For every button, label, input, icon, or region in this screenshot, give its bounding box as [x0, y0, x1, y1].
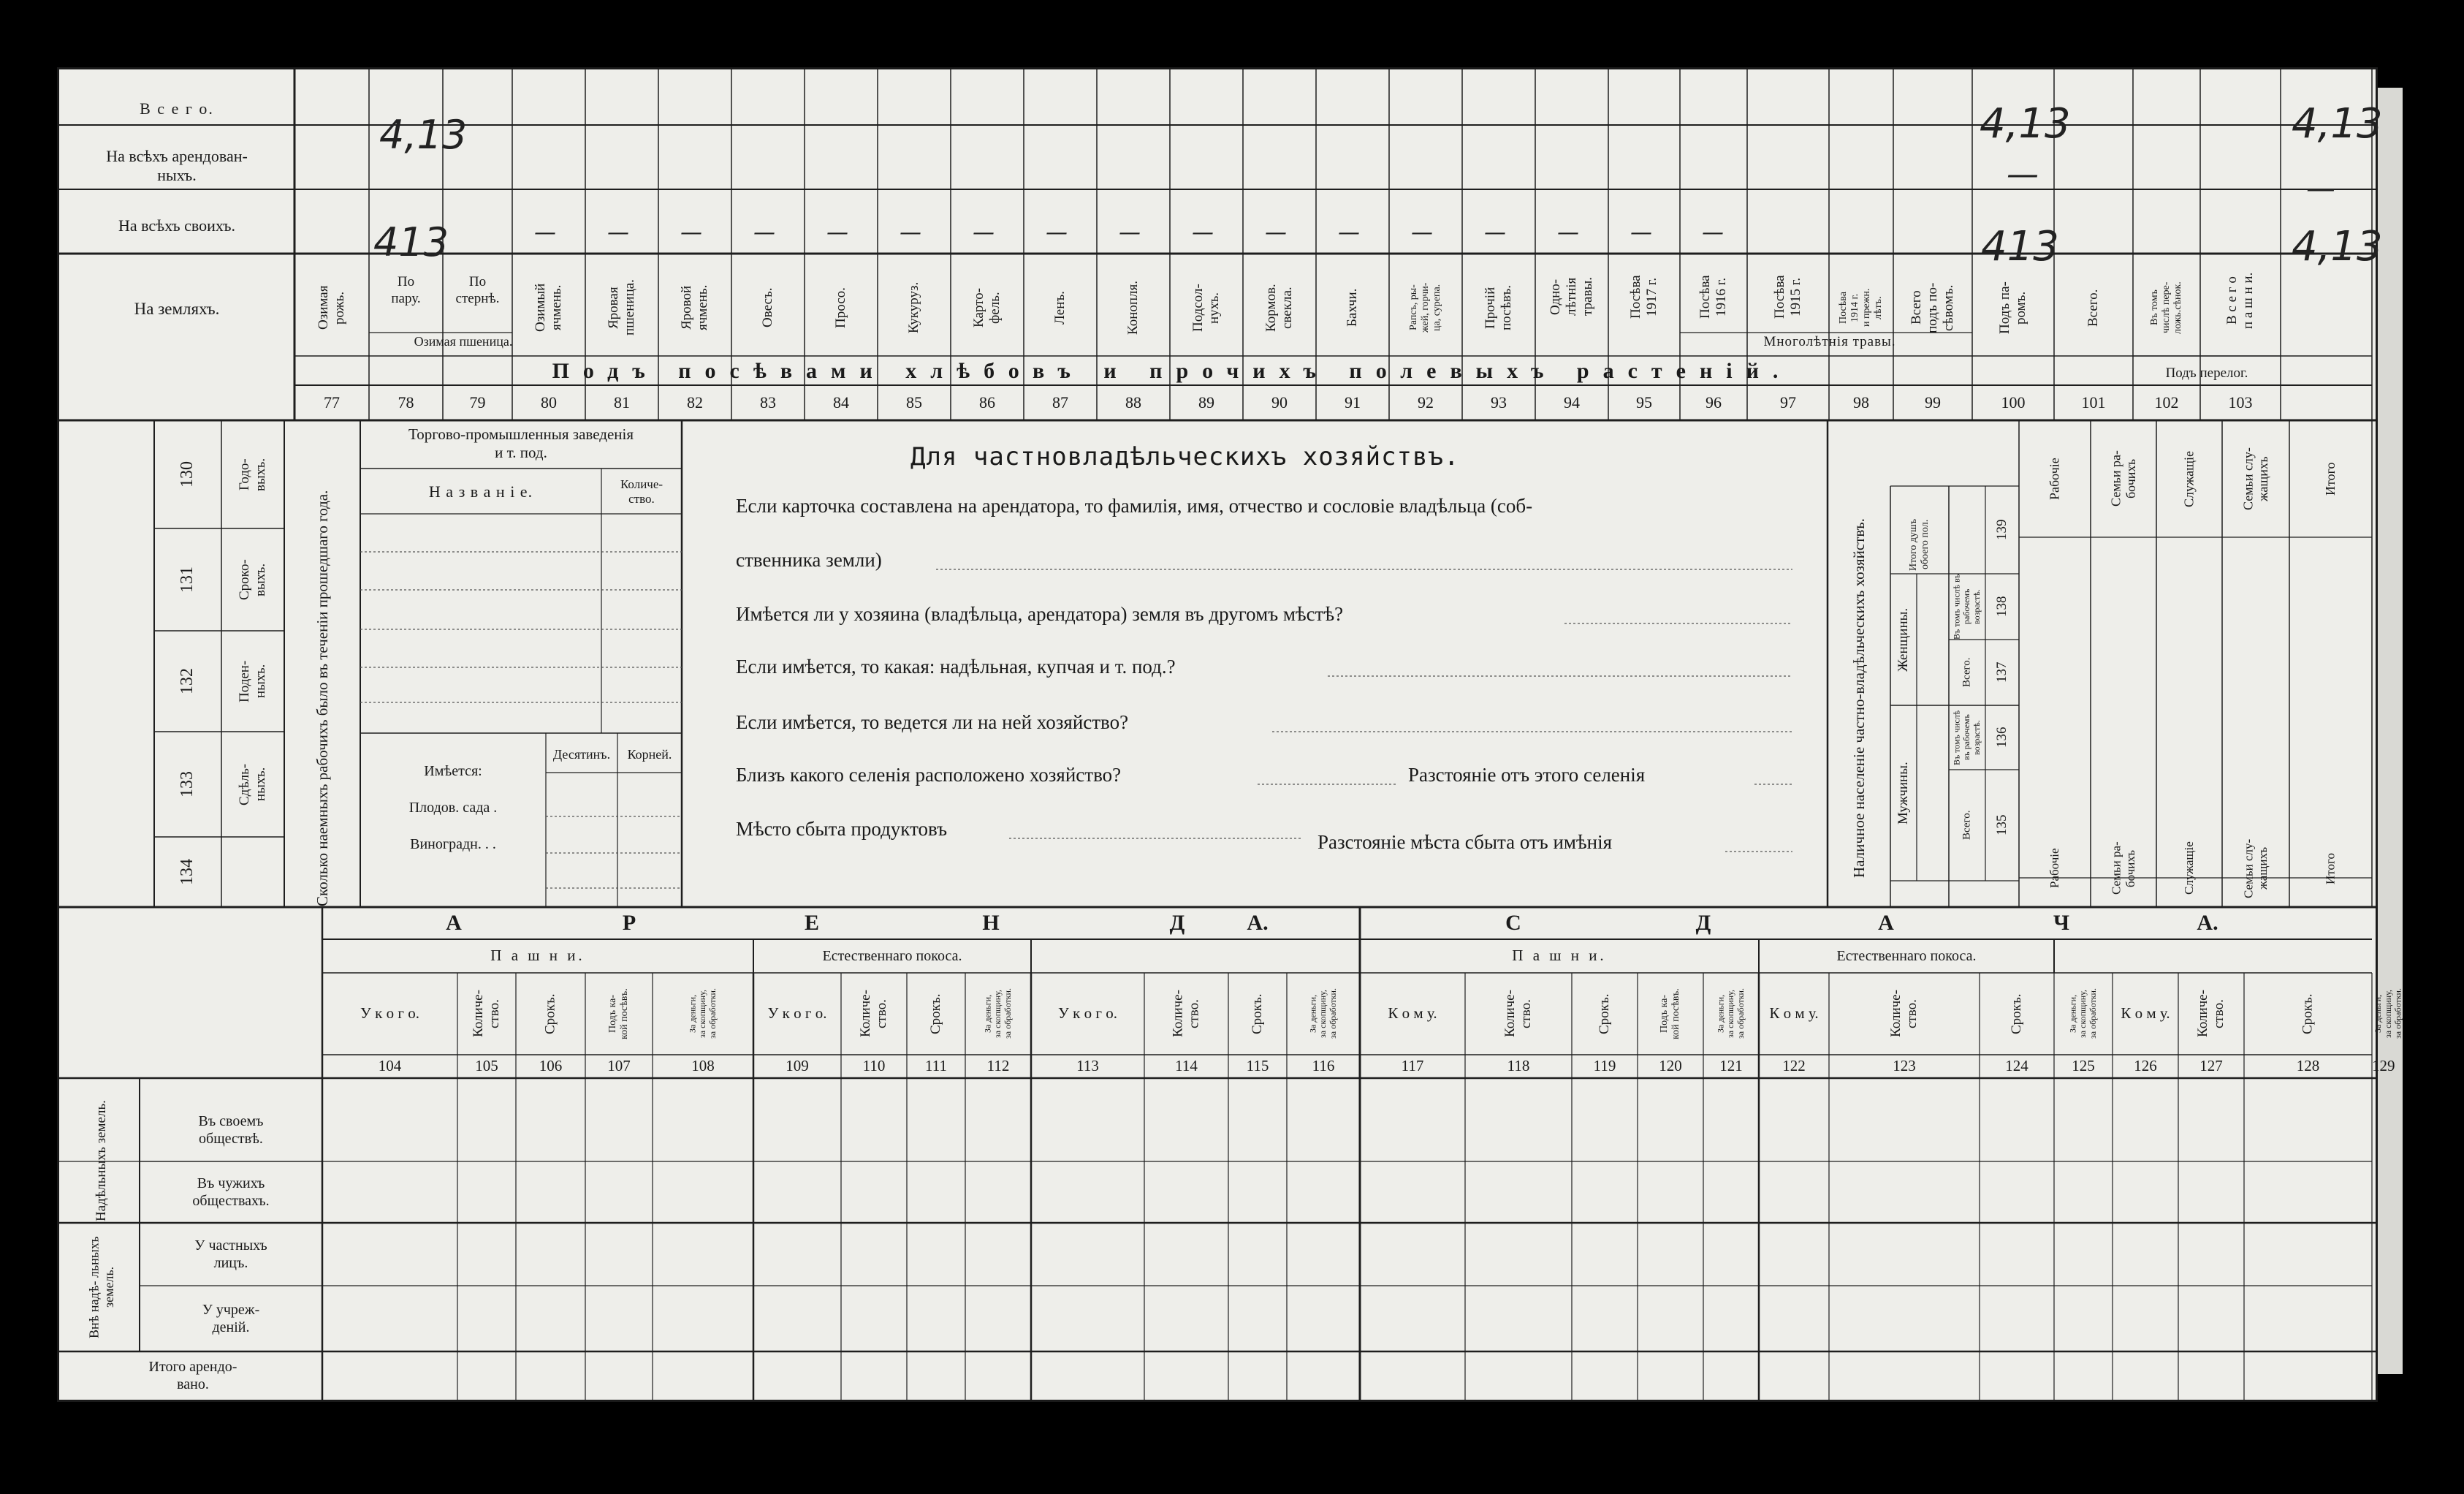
lease-num-124: 124: [2005, 1057, 2028, 1075]
crop-label-80: Озимый ячмень.: [533, 283, 564, 333]
crop-number-91: 91: [1345, 393, 1361, 412]
pop-sub-0: Всего.: [1961, 810, 1973, 841]
lease-head-122: К о м у.: [1769, 1004, 1819, 1023]
hw-dash: —: [1630, 220, 1652, 246]
hw-dash: —: [1119, 220, 1141, 246]
lease-num-122: 122: [1782, 1057, 1806, 1075]
pop-col-bottom-label-0: Рабочіе: [2047, 848, 2062, 889]
crop-number-99: 99: [1925, 393, 1941, 412]
lease-head-126: К о м у.: [2121, 1004, 2170, 1023]
hired-workers-label: Сколько наемныхъ рабочихъ было въ теченіи прошедшаго года.: [313, 490, 331, 906]
pop-num-136: 136: [1994, 727, 2010, 748]
private-title: Для частновладѣльческихъ хозяйствъ.: [910, 442, 1460, 471]
lease-num-111: 111: [925, 1057, 947, 1075]
arenda-letter-3: Н: [982, 911, 1000, 935]
crop-label-93: Прочій посѣвъ.: [1483, 285, 1514, 330]
population-title: Наличное населеніе частно-владѣльческихъ хозяйствъ.: [1849, 518, 1868, 878]
pop-sub-3: Въ томъ числѣ въ рабочемъ возрастѣ.: [1951, 574, 1982, 640]
lease-num-108: 108: [691, 1057, 715, 1075]
lease-head-118: Количе- ство.: [1502, 990, 1534, 1038]
hired-num-134: 134: [178, 859, 197, 885]
crop-label-77: Озимая рожь.: [316, 285, 347, 330]
crop-number-100: 100: [2001, 393, 2026, 412]
hw-dash: —: [973, 220, 995, 246]
lease-num-116: 116: [1312, 1057, 1335, 1075]
hired-num-133: 133: [178, 771, 197, 797]
hw-dash-leased-2: —: [2306, 172, 2335, 205]
lease-num-125: 125: [2072, 1057, 2095, 1075]
row-private-persons: У частныхъ лицъ.: [194, 1237, 267, 1271]
pop-sub-1: Въ томъ числѣ въ рабочемъ возрастѣ.: [1951, 710, 1982, 765]
sdacha-pokos: Естественнаго покоса.: [1836, 948, 1977, 964]
pop-col-top-2: Служащіе: [2181, 450, 2197, 507]
lease-head-128: Срокъ.: [2300, 993, 2316, 1034]
hired-num-130: 130: [178, 461, 197, 488]
lease-num-129: 129: [2372, 1057, 2395, 1075]
private-line2: ственника земли): [736, 549, 882, 571]
lease-num-121: 121: [1719, 1057, 1743, 1075]
hw-dash: —: [1192, 220, 1214, 246]
women-label: Женщины.: [1895, 607, 1912, 672]
sdacha-letter-2: А: [1878, 911, 1894, 935]
lease-head-109: У к о г о.: [767, 1004, 827, 1023]
lease-num-126: 126: [2134, 1057, 2157, 1075]
lease-num-105: 105: [475, 1057, 498, 1075]
crop-label-81: Яровая пшеница.: [606, 279, 637, 336]
lease-num-112: 112: [986, 1057, 1010, 1075]
crop-number-94: 94: [1564, 393, 1580, 412]
has-label: Имѣется:: [424, 763, 482, 779]
crop-label-95: Посѣва 1917 г.: [1628, 275, 1659, 319]
fallow-label: Подъ перелог.: [2165, 365, 2248, 381]
vineyard-label: Виноградн. . .: [410, 836, 496, 852]
men-label: Мужчины.: [1895, 762, 1912, 824]
crop-number-81: 81: [614, 393, 630, 412]
lease-head-125: За деньги, за скопщину, за обработки.: [2067, 988, 2098, 1039]
arenda-letter-1: Р: [622, 911, 636, 935]
enterprise-qty: Количе- ство.: [620, 477, 663, 506]
crop-number-86: 86: [979, 393, 995, 412]
lease-num-120: 120: [1659, 1057, 1682, 1075]
hw-dash: —: [534, 220, 556, 246]
hw-own-3: 4,13: [2292, 223, 2383, 270]
hw-dash: —: [1411, 220, 1433, 246]
private-line4: Если имѣется, то какая: надѣльная, купчая и т. под.?: [736, 656, 1176, 678]
crop-label-91: Бахчи.: [1345, 288, 1361, 327]
crop-label-100: Подъ па- ромъ.: [1997, 281, 2028, 334]
crop-label-98: Посѣва 1914 г. и прежн. лѣтъ.: [1837, 288, 1885, 327]
crop-number-96: 96: [1706, 393, 1722, 412]
lease-head-120: Подъ ка- кой посѣвъ.: [1658, 988, 1681, 1039]
enterprise-name: Н а з в а н і е.: [428, 482, 533, 501]
lease-head-111: Срокъ.: [928, 993, 944, 1034]
hw-dash: —: [1265, 220, 1287, 246]
crop-number-89: 89: [1198, 393, 1214, 412]
hw-total-1: 4,13: [379, 112, 468, 158]
row-label-lands: На земляхъ.: [134, 300, 220, 319]
pop-num-138: 138: [1994, 596, 2010, 618]
hw-dash: —: [1046, 220, 1068, 246]
lease-head-104: У к о г о.: [360, 1004, 419, 1023]
crop-number-82: 82: [687, 393, 703, 412]
crop-number-95: 95: [1636, 393, 1652, 412]
pop-num-135: 135: [1994, 814, 2010, 836]
crop-label-96: Посѣва 1916 г.: [1697, 275, 1729, 319]
sdacha-pashni: П а ш н и.: [1512, 947, 1607, 965]
lease-num-119: 119: [1593, 1057, 1616, 1075]
hired-type-131: Сроко- выхъ.: [237, 559, 268, 600]
crop-label-78: По пару.: [391, 274, 421, 306]
sdacha-letter-1: Д: [1695, 911, 1711, 935]
crop-label-99: Всего подъ по- сѣвомъ.: [1909, 282, 1956, 333]
crop-number-84: 84: [833, 393, 849, 412]
arenda-letter-2: Е: [804, 911, 819, 935]
lease-num-106: 106: [539, 1057, 563, 1075]
lease-head-106: Срокъ.: [542, 993, 558, 1034]
crop-label-89: Подсол- нухъ.: [1190, 284, 1222, 332]
row-total-leased: Итого арендо- вано.: [148, 1359, 237, 1392]
hw-own-2: 413: [1981, 223, 2059, 270]
pop-sub-2: Всего.: [1961, 657, 1973, 688]
private-line7b: Разстояніе мѣста сбыта отъ имѣнія: [1317, 831, 1613, 853]
hw-dash-leased-1: —: [2007, 156, 2039, 193]
crop-number-78: 78: [398, 393, 414, 412]
crop-label-90: Кормов. свекла.: [1263, 284, 1295, 332]
lease-head-105: Количе- ство.: [471, 990, 502, 1038]
lease-num-113: 113: [1076, 1057, 1099, 1075]
census-card: [57, 67, 2403, 1402]
arenda-letter-0: А: [446, 911, 462, 935]
private-line7a: Мѣсто сбыта продуктовъ: [736, 818, 948, 840]
arenda-letter-4: Д: [1169, 911, 1185, 935]
private-line5: Если имѣется, то ведется ли на ней хозяйство?: [736, 711, 1129, 733]
hw-dash: —: [900, 220, 921, 246]
hired-num-132: 132: [178, 668, 197, 694]
hw-dash: —: [607, 220, 629, 246]
hired-type-132: Поден- ныхъ.: [237, 660, 268, 702]
lease-num-110: 110: [862, 1057, 886, 1075]
row-own-society: Въ своемъ обществѣ.: [198, 1113, 264, 1147]
lease-head-107: Подъ ка- кой посѣвъ.: [607, 988, 630, 1039]
ozim-wheat-label: Озимая пшеница.: [414, 334, 513, 349]
pop-col-top-0: Рабочіе: [2047, 458, 2062, 500]
hw-dash: —: [680, 220, 702, 246]
crop-number-101: 101: [2081, 393, 2106, 412]
pop-col-bottom-label-2: Служащіе: [2182, 841, 2197, 895]
pop-num-137: 137: [1994, 661, 2010, 683]
lease-num-115: 115: [1246, 1057, 1269, 1075]
lease-head-112: За деньги, за скопщину, за обработки.: [982, 988, 1013, 1039]
arenda-pokos: Естественнаго покоса.: [822, 948, 962, 964]
crop-label-92: Рапсъ, ры- жей, горчи- ца, сурепа.: [1407, 282, 1443, 333]
pop-col-bottom-label-3: Семьи слу- жащихъ: [2241, 838, 2270, 898]
crop-number-92: 92: [1418, 393, 1434, 412]
crop-number-90: 90: [1271, 393, 1288, 412]
crop-label-103: В с е г о п а ш н и.: [2224, 272, 2256, 329]
hired-num-131: 131: [178, 566, 197, 593]
pop-col-top-1: Семьи ра- бочихъ: [2108, 450, 2138, 507]
arenda-pashni: П а ш н и.: [490, 947, 585, 965]
sdacha-letter-4: А.: [2197, 911, 2218, 935]
hw-dash: —: [1702, 220, 1724, 246]
crop-label-88: Конопля.: [1125, 280, 1141, 335]
nadel-group-label: Надѣльныхъ земель.: [94, 1100, 110, 1221]
sdacha-letter-3: Ч: [2053, 911, 2070, 935]
crop-number-83: 83: [760, 393, 776, 412]
lease-head-114: Количе- ство.: [1170, 990, 1202, 1038]
crop-number-93: 93: [1491, 393, 1507, 412]
crop-label-86: Карто- фель.: [971, 288, 1003, 327]
hw-dash: —: [1338, 220, 1360, 246]
crop-number-79: 79: [469, 393, 486, 412]
private-line6b: Разстояніе отъ этого селенія: [1408, 764, 1646, 786]
garden-label: Плодов. сада .: [408, 800, 498, 816]
lease-head-119: Срокъ.: [1597, 993, 1613, 1034]
crop-number-85: 85: [906, 393, 922, 412]
crop-number-88: 88: [1125, 393, 1141, 412]
hired-type-133: Сдѣль- ныхъ.: [237, 763, 268, 805]
crop-label-102: Въ томъ числѣ пере- ложь.сѣнок.: [2148, 281, 2184, 334]
sdacha-letter-0: С: [1505, 911, 1521, 935]
row-other-society: Въ чужихъ обществахъ.: [192, 1175, 270, 1209]
private-line3: Имѣется ли у хозяина (владѣльца, арендатора) земля въ другомъ мѣстѣ?: [736, 603, 1344, 625]
roots-label: Корней.: [627, 747, 672, 762]
lease-head-116: За деньги, за скопщину, за обработки.: [1307, 988, 1338, 1039]
crop-number-103: 103: [2228, 393, 2253, 412]
sheet-edge: [2373, 88, 2403, 1374]
lease-num-118: 118: [1507, 1057, 1530, 1075]
crop-label-83: Овесъ.: [760, 287, 776, 328]
hw-total-3: 4,13: [2292, 100, 2383, 148]
lease-num-107: 107: [607, 1057, 631, 1075]
pop-col-bottom-label-1: Семьи ра- бочихъ: [2109, 841, 2137, 895]
lease-num-123: 123: [1893, 1057, 1916, 1075]
crop-label-84: Просо.: [833, 287, 849, 328]
lease-head-123: Количе- ство.: [1888, 990, 1920, 1038]
crop-number-77: 77: [324, 393, 340, 412]
crop-number-87: 87: [1052, 393, 1068, 412]
row-institutions: У учреж- деній.: [202, 1302, 260, 1335]
perennial-grass-label: Многолѣтнія травы.: [1763, 333, 1896, 349]
lease-head-121: За деньги, за скопщину, за обработки.: [1715, 988, 1746, 1039]
hired-type-130: Годо- выхъ.: [237, 458, 268, 491]
crop-label-85: Кукуруз.: [906, 281, 922, 334]
lease-head-129: За деньги, за скопщину, за обработки.: [2373, 988, 2403, 1039]
lease-head-110: Количе- ство.: [858, 990, 889, 1038]
lease-head-117: К о м у.: [1388, 1004, 1437, 1023]
hw-dash: —: [826, 220, 848, 246]
lease-head-127: Количе- ство.: [2195, 990, 2227, 1038]
row-label-leased: На всѣхъ арендован- ныхъ.: [106, 146, 248, 184]
pop-col-top-4: Итого: [2323, 462, 2338, 496]
crop-label-94: Одно- лѣтнія травы.: [1548, 277, 1595, 316]
lease-head-113: У к о г о.: [1058, 1004, 1117, 1023]
lease-num-104: 104: [378, 1057, 402, 1075]
hw-dash: —: [1484, 220, 1506, 246]
row-label-own: На всѣхъ своихъ.: [118, 216, 235, 235]
crop-label-97: Посѣва 1915 г.: [1772, 275, 1803, 319]
crop-label-101: Всего.: [2085, 289, 2102, 327]
lease-num-109: 109: [786, 1057, 809, 1075]
hw-dash: —: [753, 220, 775, 246]
hw-total-2: 4,13: [1980, 100, 2071, 148]
lease-head-124: Срокъ.: [2009, 993, 2025, 1034]
crop-number-102: 102: [2154, 393, 2179, 412]
crop-number-80: 80: [541, 393, 557, 412]
private-line1: Если карточка составлена на арендатора, то фамилія, имя, отчество и сословіе владѣльца (соб-: [736, 495, 1533, 517]
pop-num-139: 139: [1994, 519, 2010, 541]
hw-own-1: 413: [373, 219, 449, 265]
crop-label-79: По стернѣ.: [455, 274, 500, 306]
row-label-total: В с е г о.: [140, 99, 214, 118]
pop-col-bottom-label-4: Итого: [2323, 852, 2338, 884]
enterprise-header: Торгово-промышленныя заведенія и т. под.: [408, 425, 634, 461]
crop-label-82: Яровой ячмень.: [679, 284, 710, 331]
arenda-letter-5: А.: [1247, 911, 1269, 935]
lease-num-128: 128: [2296, 1057, 2320, 1075]
lease-head-108: За деньги, за скопщину, за обработки.: [687, 988, 718, 1039]
crop-number-98: 98: [1853, 393, 1869, 412]
pop-col-top-3: Семьи слу- жащихъ: [2240, 447, 2270, 510]
crop-label-87: Ленъ.: [1052, 291, 1068, 325]
private-line6a: Близъ какого селенія расположено хозяйство?: [736, 764, 1122, 786]
vne-nadel-group-label: Внѣ надѣ- льныхъ земель.: [86, 1236, 116, 1338]
lease-num-114: 114: [1175, 1057, 1198, 1075]
crop-number-97: 97: [1780, 393, 1796, 412]
desyatin-label: Десятинъ.: [552, 747, 611, 762]
lease-num-117: 117: [1401, 1057, 1424, 1075]
population-total-label: Итого душъ обоего пол.: [1907, 518, 1931, 571]
lease-num-127: 127: [2199, 1057, 2223, 1075]
lease-head-115: Срокъ.: [1250, 993, 1266, 1034]
band-title: Подъ посѣвами хлѣбовъ и прочихъ полевыхъ растеній.: [552, 359, 1792, 383]
hw-dash: —: [1557, 220, 1579, 246]
